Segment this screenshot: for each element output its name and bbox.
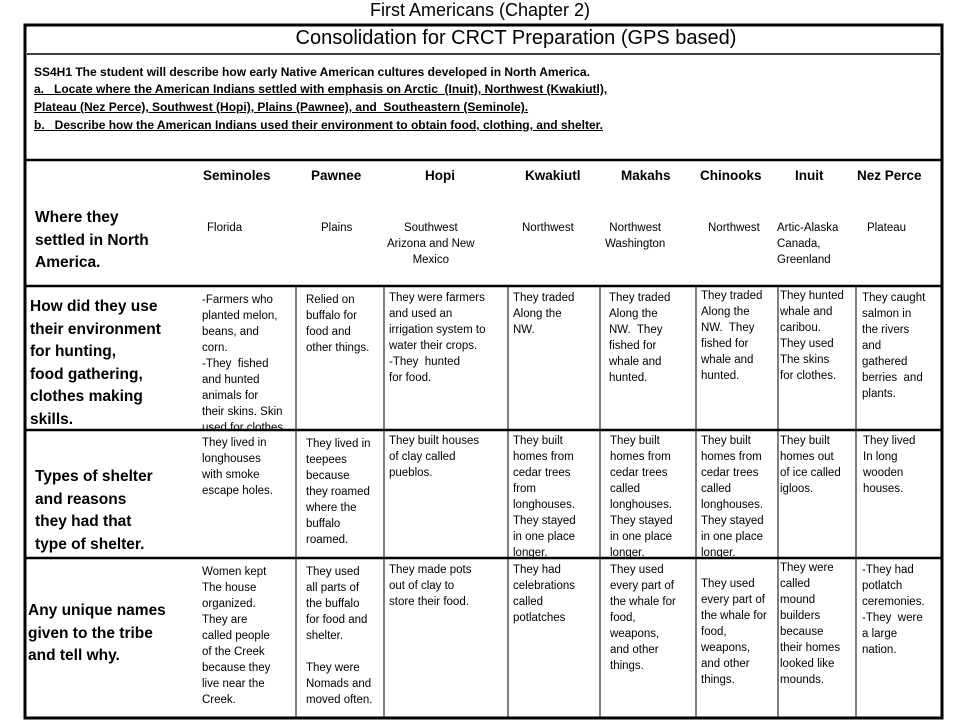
table-cell: They used all parts of the buffalo for food and shelter. They were Nomads and moved often.: [306, 566, 373, 706]
row-header-environment: How did they use their environment for hunting, food gathering, clothes making skills.: [30, 298, 161, 428]
table-cell: They used every part of the whale for food, weapons, and other things.: [610, 564, 676, 672]
table-cell: Plains: [321, 222, 353, 234]
column-header-nez-perce: Nez Perce: [857, 168, 922, 183]
table-cell: Northwest Washington: [605, 222, 666, 250]
table-cell: They were called mound builders because their homes looked like mounds.: [780, 562, 841, 686]
table-cell: They built houses of clay called pueblos.: [389, 435, 480, 479]
table-cell: They traded Along the NW. They fished for whale and hunted.: [701, 290, 763, 382]
table-cell: Florida: [207, 222, 243, 234]
table-cell: Relied on buffalo for food and other things.: [306, 294, 370, 354]
table-cell: Women kept The house organized. They are called people of the Creek because they live near the Creek.: [202, 566, 271, 706]
table-cell: They lived In long wooden houses.: [863, 435, 916, 495]
table-cell: They traded Along the NW.: [513, 292, 575, 336]
column-header-pawnee: Pawnee: [311, 168, 362, 183]
subtitle: Consolidation for CRCT Preparation (GPS based): [295, 27, 737, 49]
table-cell: They had celebrations called potlatches: [513, 564, 576, 624]
standard-line: Plateau (Nez Perce), Southwest (Hopi), Plains (Pawnee), and Southeastern (Seminole).: [34, 100, 529, 114]
column-header-chinooks: Chinooks: [700, 168, 762, 183]
column-header-inuit: Inuit: [795, 168, 824, 183]
table-cell: They were farmers and used an irrigation system to water their crops. -They hunted for food.: [389, 292, 486, 384]
table-cell: Northwest: [708, 222, 760, 234]
table-cell: They built homes out of ice called igloos.: [780, 435, 841, 495]
table-cell: Southwest Arizona and New Mexico: [387, 222, 475, 266]
standard-line: SS4H1 The student will describe how early Native American cultures developed in North America.: [34, 65, 590, 79]
table-cell: They lived in longhouses with smoke escape holes.: [202, 437, 273, 497]
table-cell: They built homes from cedar trees called longhouses. They stayed in one place longer.: [701, 435, 764, 559]
table-cell: -Farmers who planted melon, beans, and corn. -They fished and hunted animals for their skins. Skin used for clothes.: [202, 294, 287, 434]
table-cell: Artic-Alaska Canada, Greenland: [777, 222, 839, 266]
table-cell: They lived in teepees because they roamed where the buffalo roamed.: [306, 438, 371, 546]
table-cell: They built homes from cedar trees from longhouses. They stayed in one place longer.: [513, 435, 576, 559]
table-cell: They built homes from cedar trees called longhouses. They stayed in one place longer.: [610, 435, 673, 559]
row-header-unique-names: Any unique names given to the tribe and tell why.: [28, 602, 166, 664]
table-cell: They traded Along the NW. They fished for whale and hunted.: [609, 292, 671, 384]
column-header-hopi: Hopi: [425, 168, 455, 183]
table-cell: They used every part of the whale for food, weapons, and other things.: [701, 578, 767, 686]
column-header-seminoles: Seminoles: [203, 168, 271, 183]
row-header-shelter: Types of shelter and reasons they had that type of shelter.: [35, 468, 153, 553]
column-header-kwakiutl: Kwakiutl: [525, 168, 581, 183]
table-cell: They made pots out of clay to store their food.: [389, 564, 472, 608]
table-cell: -They had potlatch ceremonies. -They were a large nation.: [862, 564, 925, 656]
standard-line: a. Locate where the American Indians settled with emphasis on Arctic (Inuit), Northwest (Kwakiutl),: [34, 82, 608, 96]
column-header-makahs: Makahs: [621, 168, 671, 183]
standard-line: b. Describe how the American Indians used their environment to obtain food, clothing, and shelter.: [34, 118, 603, 132]
table-cell: They caught salmon in the rivers and gathered berries and plants.: [862, 292, 926, 400]
table-cell: Northwest: [522, 222, 574, 234]
table-cell: Plateau: [867, 222, 907, 234]
row-header-settled: Where they settled in North America.: [35, 209, 149, 271]
document-title: First Americans (Chapter 2): [369, 0, 591, 20]
table-cell: They hunted whale and caribou. They used The skins for clothes.: [780, 290, 844, 382]
